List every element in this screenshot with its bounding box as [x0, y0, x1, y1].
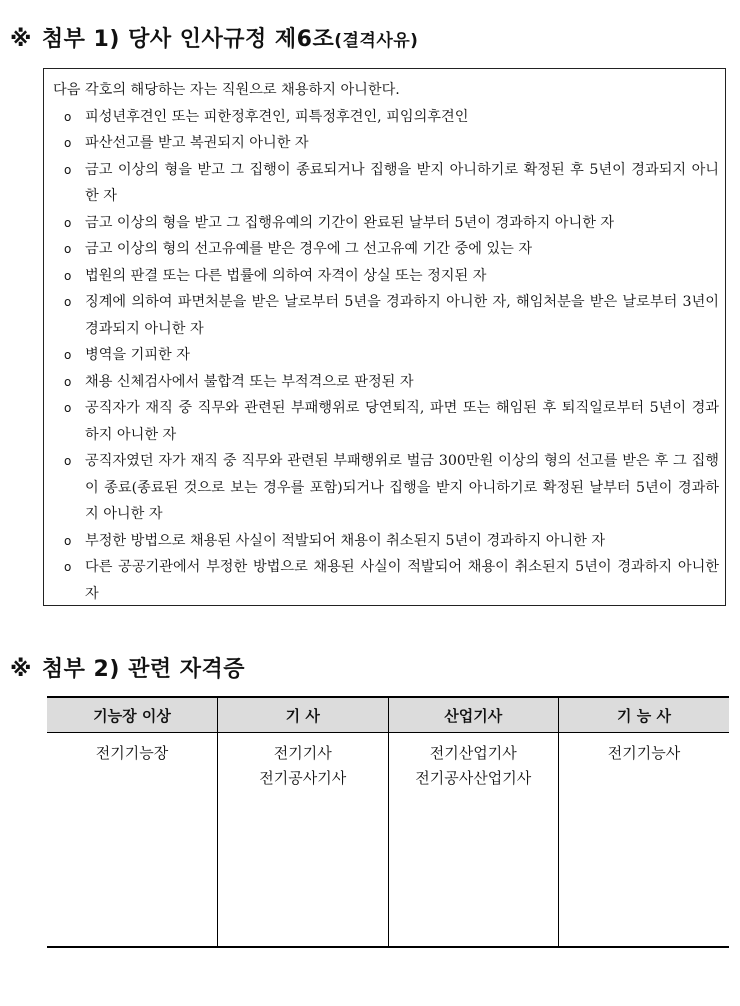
list-item: o 채용 신체검사에서 불합격 또는 부적격으로 판정된 자	[53, 369, 719, 396]
certificate-name: 전기기능장	[95, 744, 169, 762]
certificate-name: 전기공사산업기사	[415, 769, 532, 787]
list-item: o 법원의 판결 또는 다른 법률에 의하여 자격이 상실 또는 정지된 자	[53, 263, 719, 290]
column-header: 산업기사	[388, 697, 559, 733]
list-item: o 징계에 의하여 파면처분을 받은 날로부터 5년을 경과하지 아니한 자, 해임처분을 받은 날로부터 3년이 경과되지 아니한 자	[53, 289, 719, 342]
column-header: 기 능 사	[559, 697, 730, 733]
section-1-title: 첨부 1) 당사 인사규정 제6조	[41, 27, 335, 52]
list-item: o 피성년후견인 또는 피한정후견인, 피특정후견인, 피임의후견인	[53, 104, 719, 131]
column-header: 기능장 이상	[47, 697, 218, 733]
section-2-heading	[10, 652, 245, 683]
section-2-title: 첨부 2) 관련 자격증	[41, 657, 245, 682]
table-row	[47, 733, 729, 948]
certificate-name: 전기기능사	[607, 744, 681, 762]
certificate-name: 전기산업기사	[429, 744, 517, 762]
list-item: o 금고 이상의 형을 받고 그 집행이 종료되거나 집행을 받지 아니하기로 확정된 후 5년이 경과되지 아니한 자	[53, 157, 719, 210]
table-cell	[218, 733, 389, 948]
list-item: o 파산선고를 받고 복권되지 아니한 자	[53, 130, 719, 157]
disqualification-intro: 다음 각호의 해당하는 자는 직원으로 채용하지 아니한다.	[53, 82, 400, 98]
list-item: o 병역을 기피한 자	[53, 342, 719, 369]
column-header: 기 사	[218, 697, 389, 733]
table-cell	[388, 733, 559, 948]
list-item: o 공직자였던 자가 재직 중 직무와 관련된 부패행위로 벌금 300만원 이상의 형의 선고를 받은 후 그 집행이 종료(종료된 것으로 보는 경우를 포함)되거나 집행을 받지 아니하기로 확정된 날부터 5년이 경과하지 아니한 자	[53, 448, 719, 528]
reference-mark: ※	[10, 27, 32, 52]
certificate-table	[47, 696, 729, 948]
section-1-heading	[10, 22, 418, 53]
disqualification-box	[43, 68, 726, 606]
section-1-title-suffix: (결격사유)	[334, 31, 419, 51]
certificate-name: 전기공사기사	[259, 769, 347, 787]
list-item: o 부정한 방법으로 채용된 사실이 적발되어 채용이 취소된지 5년이 경과하지 아니한 자	[53, 528, 719, 555]
list-item: o 금고 이상의 형을 받고 그 집행유예의 기간이 완료된 날부터 5년이 경과하지 아니한 자	[53, 210, 719, 237]
table-cell	[47, 733, 218, 948]
list-item: o 다른 공공기관에서 부정한 방법으로 채용된 사실이 적발되어 채용이 취소된지 5년이 경과하지 아니한 자	[53, 554, 719, 607]
certificate-name: 전기기사	[273, 744, 332, 762]
disqualification-list	[53, 104, 719, 608]
list-item: o 금고 이상의 형의 선고유예를 받은 경우에 그 선고유예 기간 중에 있는 자	[53, 236, 719, 263]
list-item: o 공직자가 재직 중 직무와 관련된 부패행위로 당연퇴직, 파면 또는 해임된 후 퇴직일로부터 5년이 경과하지 아니한 자	[53, 395, 719, 448]
table-cell	[559, 733, 730, 948]
table-header-row	[47, 697, 729, 733]
reference-mark: ※	[10, 657, 32, 682]
